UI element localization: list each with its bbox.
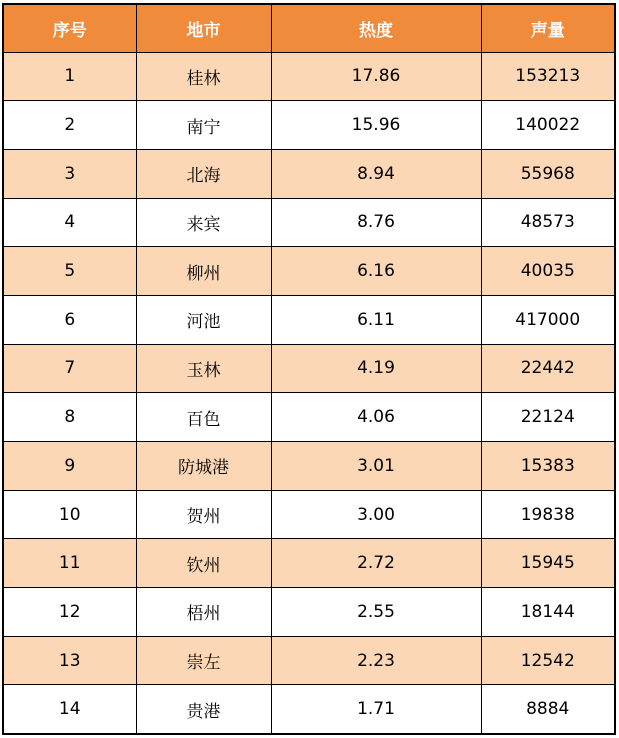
table-row — [3, 636, 615, 685]
cell-volume: 417000 — [481, 295, 615, 344]
cell-heat: 6.16 — [271, 247, 481, 296]
cell-heat: 4.06 — [271, 393, 481, 442]
cell-heat: 2.23 — [271, 636, 481, 685]
cell-index: 8 — [3, 393, 136, 442]
cell-heat: 2.72 — [271, 539, 481, 588]
cell-heat: 15.96 — [271, 101, 481, 150]
column-header-volume: 声量 — [481, 4, 615, 52]
table-row — [3, 539, 615, 588]
cell-index: 11 — [3, 539, 136, 588]
cell-heat: 3.01 — [271, 442, 481, 491]
cell-heat: 6.11 — [271, 295, 481, 344]
cell-city: 钦州 — [136, 539, 271, 588]
table-row — [3, 295, 615, 344]
cell-volume: 18144 — [481, 588, 615, 637]
cell-index: 4 — [3, 198, 136, 247]
cell-index: 10 — [3, 490, 136, 539]
cell-volume: 22124 — [481, 393, 615, 442]
cell-volume: 19838 — [481, 490, 615, 539]
table-row — [3, 588, 615, 637]
cell-index: 13 — [3, 636, 136, 685]
cell-city: 北海 — [136, 149, 271, 198]
cell-city: 来宾 — [136, 198, 271, 247]
cell-city: 贺州 — [136, 490, 271, 539]
table-row — [3, 442, 615, 491]
cell-city: 河池 — [136, 295, 271, 344]
column-header-city: 地市 — [136, 4, 271, 52]
cell-heat: 1.71 — [271, 685, 481, 734]
cell-index: 6 — [3, 295, 136, 344]
cell-volume: 153213 — [481, 52, 615, 101]
table-row — [3, 149, 615, 198]
cell-heat: 2.55 — [271, 588, 481, 637]
cell-city: 崇左 — [136, 636, 271, 685]
cell-index: 5 — [3, 247, 136, 296]
table-row — [3, 101, 615, 150]
column-header-index: 序号 — [3, 4, 136, 52]
table-row — [3, 344, 615, 393]
cell-city: 梧州 — [136, 588, 271, 637]
cell-city: 南宁 — [136, 101, 271, 150]
cell-index: 14 — [3, 685, 136, 734]
cell-heat: 17.86 — [271, 52, 481, 101]
cell-volume: 22442 — [481, 344, 615, 393]
cell-index: 1 — [3, 52, 136, 101]
cell-city: 玉林 — [136, 344, 271, 393]
cell-index: 2 — [3, 101, 136, 150]
cell-city: 百色 — [136, 393, 271, 442]
cell-heat: 8.76 — [271, 198, 481, 247]
column-header-heat: 热度 — [271, 4, 481, 52]
cell-volume: 40035 — [481, 247, 615, 296]
cell-index: 3 — [3, 149, 136, 198]
cell-city: 柳州 — [136, 247, 271, 296]
cell-volume: 12542 — [481, 636, 615, 685]
cell-heat: 4.19 — [271, 344, 481, 393]
cell-volume: 55968 — [481, 149, 615, 198]
table-row — [3, 393, 615, 442]
cell-volume: 140022 — [481, 101, 615, 150]
cell-index: 9 — [3, 442, 136, 491]
table-row — [3, 490, 615, 539]
cell-city: 贵港 — [136, 685, 271, 734]
cell-heat: 8.94 — [271, 149, 481, 198]
table-row — [3, 247, 615, 296]
cell-heat: 3.00 — [271, 490, 481, 539]
city-heat-volume-table — [2, 3, 616, 735]
cell-index: 12 — [3, 588, 136, 637]
table-row — [3, 685, 615, 734]
cell-city: 防城港 — [136, 442, 271, 491]
cell-index: 7 — [3, 344, 136, 393]
header-row — [3, 4, 615, 52]
table-row — [3, 52, 615, 101]
cell-city: 桂林 — [136, 52, 271, 101]
cell-volume: 48573 — [481, 198, 615, 247]
cell-volume: 15945 — [481, 539, 615, 588]
cell-volume: 8884 — [481, 685, 615, 734]
table-row — [3, 198, 615, 247]
cell-volume: 15383 — [481, 442, 615, 491]
